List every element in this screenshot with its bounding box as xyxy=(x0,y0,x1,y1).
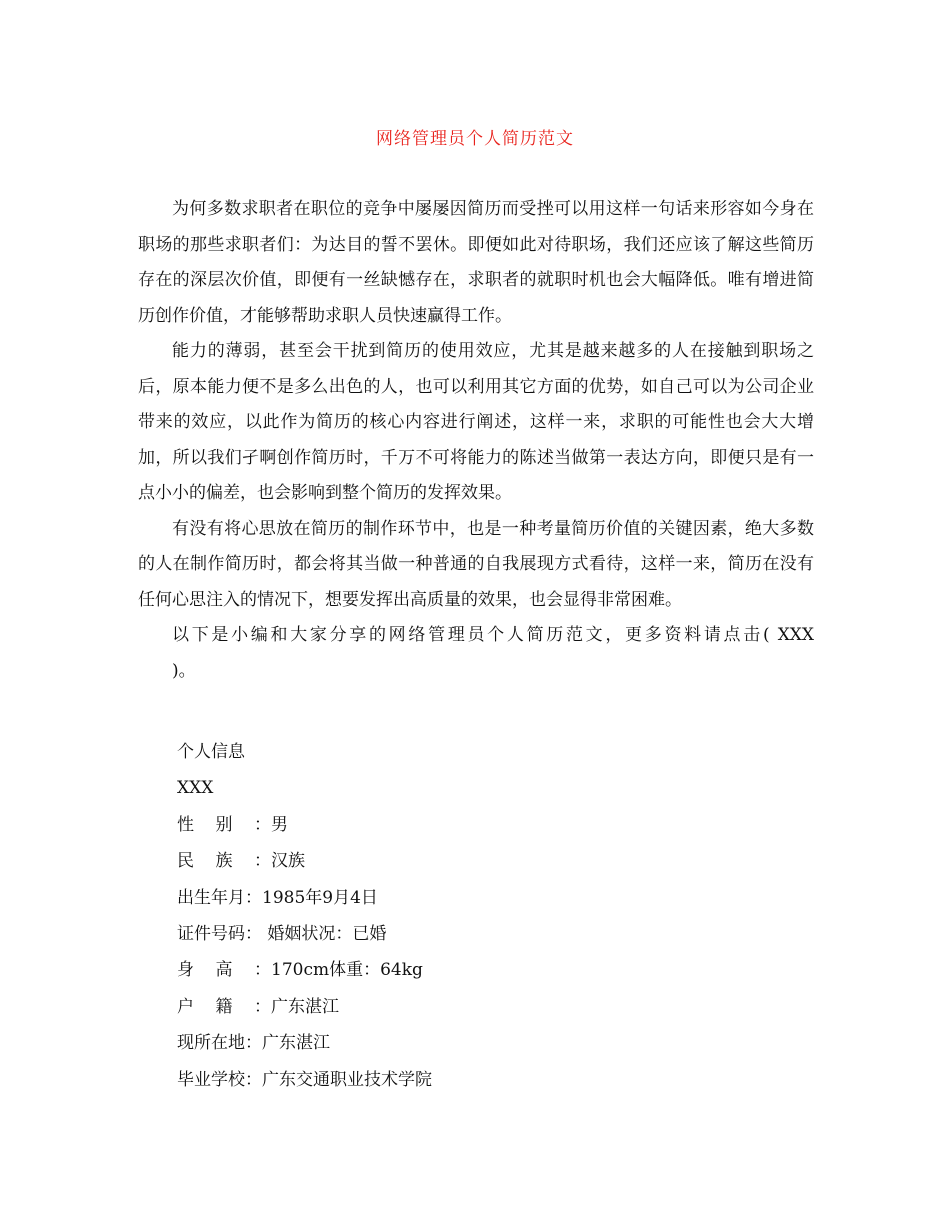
height-label: 身高： xyxy=(177,960,271,981)
marital-value: 已婚 xyxy=(352,923,387,944)
school-value: 广东交通职业技术学院 xyxy=(262,1069,432,1090)
info-birth xyxy=(177,880,432,916)
hukou-label: 户籍： xyxy=(177,996,271,1017)
more-info-link[interactable]: XXX xyxy=(777,625,814,645)
gender-value: 男 xyxy=(271,814,288,835)
info-id-marital xyxy=(177,916,432,952)
paragraph-2: 能力的薄弱，甚至会干扰到简历的使用效应，尤其是越来越多的人在接触到职场之后，原本能力便不是多么出色的人，也可以利用其它方面的优势，如自己可以为公司企业带来的效应，以此作为简历的核心内容进行阐述，这样一来，求职的可能性也会大大增加，所以我们孑啊创作简历时，千万不可将能力的陈述当做第一表达方向，即便只是有一点小小的偏差，也会影响到整个简历的发挥效果。 xyxy=(138,341,814,503)
residence-label: 现所在地： xyxy=(177,1033,262,1054)
hukou-value: 广东湛江 xyxy=(271,996,339,1017)
weight-value: 64kg xyxy=(380,960,423,981)
body-text xyxy=(138,192,814,689)
info-residence xyxy=(177,1025,432,1061)
ethnicity-value: 汉族 xyxy=(271,851,305,872)
more-info-line xyxy=(138,618,814,654)
info-height-weight xyxy=(177,952,432,988)
ethnicity-label: 民族： xyxy=(177,851,271,872)
paragraph-1: 为何多数求职者在职位的竞争中屡屡因简历而受挫可以用这样一句话来形容如今身在职场的那些求职者们：为达目的誓不罢休。即便如此对待职场，我们还应该了解这些简历存在的深层次价值，即便有一丝缺憾存在，求职者的就职时机也会大幅降低。唯有增进简历创作价值，才能够帮助求职人员快速赢得工作。 xyxy=(138,199,814,326)
gender-label: 性别： xyxy=(177,814,271,835)
more-info-text: 以下是小编和大家分享的网络管理员个人简历范文，更多资料请点击( xyxy=(172,625,770,645)
info-heading: 个人信息 xyxy=(177,742,245,762)
id-label: 证件号码： xyxy=(177,923,262,944)
marital-label: 婚姻状况： xyxy=(267,923,353,944)
birth-value: 1985年9月4日 xyxy=(262,887,378,908)
info-hukou xyxy=(177,989,432,1025)
info-ethnicity xyxy=(177,843,432,879)
weight-label: 体重： xyxy=(329,960,381,981)
info-gender xyxy=(177,807,432,843)
paragraph-3: 有没有将心思放在简历的制作环节中，也是一种考量简历价值的关键因素，绝大多数的人在制作简历时，都会将其当做一种普通的自我展现方式看待，这样一来，简历在没有任何心思注入的情况下，想要发挥出高质量的效果，也会显得非常困难。 xyxy=(138,518,814,610)
more-info-tail: )。 xyxy=(172,660,196,681)
info-name: XXX xyxy=(177,778,214,799)
birth-label: 出生年月： xyxy=(177,887,262,908)
height-value: 170cm xyxy=(271,960,330,981)
school-label: 毕业学校： xyxy=(177,1069,262,1090)
document-title: 网络管理员个人简历范文 xyxy=(376,129,574,149)
personal-info xyxy=(177,734,432,1098)
info-school xyxy=(177,1062,432,1098)
residence-value: 广东湛江 xyxy=(262,1033,330,1054)
